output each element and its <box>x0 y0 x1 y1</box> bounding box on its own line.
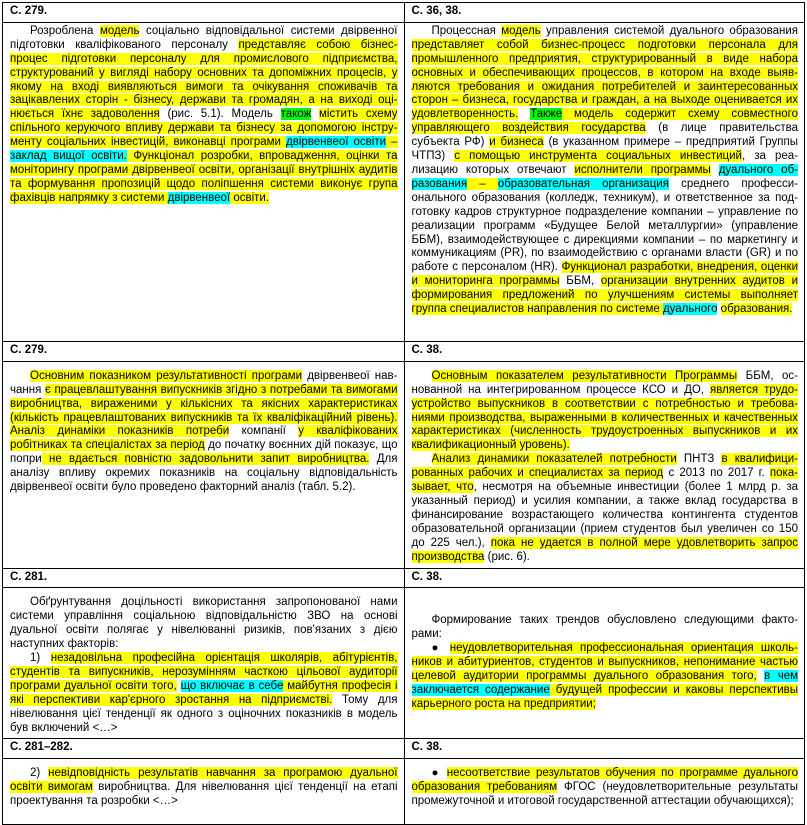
paragraph <box>412 767 799 809</box>
yellow-highlight: организации внутренних аудитов и формирования предложений по улучшениям системы выполняет группа специалистов направления по системе <box>411 275 799 316</box>
paragraph <box>412 614 799 642</box>
paragraph <box>412 370 799 453</box>
yellow-highlight: Основным показателем результативности Программы <box>431 369 738 382</box>
text-cell-left <box>3 759 405 825</box>
text-cell-left <box>3 361 405 568</box>
yellow-highlight: містить схему спільного керуючого впливу держави та бізнесу за допомогою інструменту соціальних інвестицій, виконавці програми <box>10 108 398 149</box>
ref-row-2 <box>3 341 805 361</box>
paragraph <box>10 652 398 735</box>
text-run: , за реализацию которых отвечают <box>411 150 798 176</box>
yellow-highlight: будущей профессии и каковы перспективы карьерного роста на предприятии; <box>411 683 799 710</box>
text-run: Формирование таких трендов обусловлено следующими факторами: <box>411 614 798 641</box>
text-run: ФГОС (неудовлетворительные результаты промежуточной и итоговой государственной аттестации обучающихся); <box>411 781 799 808</box>
yellow-highlight: Основним показником результативності програми <box>30 369 303 382</box>
text-run: с 2013 по 2017 г. <box>663 467 770 480</box>
yellow-highlight: майбутня професія і які перспективи кар'єрного зростання на підприємстві. <box>10 679 398 706</box>
paragraph <box>412 642 799 712</box>
paragraph <box>10 767 398 809</box>
page-ref-left: С. 281. <box>3 568 405 588</box>
yellow-highlight: невідповідність результатів навчання за програмою дуальної освіти вимогам <box>10 767 398 794</box>
text-cell-left <box>3 22 405 341</box>
text-row-2 <box>3 361 805 568</box>
page-ref-left: С. 279. <box>3 341 405 361</box>
yellow-highlight: модель <box>99 24 140 37</box>
yellow-highlight: Функціонал розробки, впровадження, оцінки та моніторингу програми двірвенвеої освіти, організації внутрішніх аудитів та формування пропозицій щодо поліпшення системи виконує група фахівців напрямку з системи <box>10 150 398 204</box>
yellow-highlight: образования. <box>720 303 793 316</box>
yellow-highlight: модель содержит схему совместного управляющего воздействия государства <box>411 108 799 135</box>
text-run <box>311 108 319 120</box>
yellow-highlight: незадовільна професійна орієнтація школярів, абітурієнтів, студентів та випускників, нерозумінням часткою цільової аудиторії програми дуальної освіти того, <box>10 652 398 692</box>
yellow-highlight: представляє собою бізнес-процес підготовки персоналу для промислового підприємства, структурований у вигляді набору основних та допоміжних процесів, у якому на вході виявляються вимоги та очікування споживачів та зацікавлених сторін - бізнесу, держави та громадян, а на виході оцінюється їхнє задоволення <box>10 38 398 121</box>
text-run: Процессная <box>431 24 502 37</box>
yellow-highlight: – <box>386 136 398 149</box>
page-ref-left: С. 281–282. <box>3 739 405 759</box>
yellow-highlight: освіти. <box>230 191 270 204</box>
yellow-highlight: є працевлаштування випускників згідно з потребами та вимогами виробництва, вираженими у кількісних та якісних характеристиках (кількість працевлаштованих випускників та їх кваліфікаційний рівень). Аналіз динаміки показників потреби <box>10 383 398 438</box>
ref-row-4 <box>3 739 805 759</box>
text-run: компанії <box>229 425 299 438</box>
yellow-highlight: модель <box>501 24 541 37</box>
text-run: виробництва. Для нівелювання цієї тенденції на етапі проектування та розробки <…> <box>10 781 398 808</box>
yellow-highlight: у кваліфікованих робітниках та спеціалістах за період <box>10 425 398 452</box>
page-ref-right: С. 38. <box>404 739 805 759</box>
text-run: 2) <box>30 767 49 780</box>
text-cell-right <box>404 759 805 825</box>
ref-row-1 <box>3 3 805 23</box>
text-run: Для аналізу впливу окремих показників на соціальну відповідальність двірвенвеої освіти було проведено факторний аналіз (табл. 5.2). <box>10 453 398 494</box>
text-run: среднего профессионального образования (колледж, техникум), и ответственное за подготовку кадров структурное подразделение компании – управление по реализации программ «Будущее Белой металлургии» (управление ББМ), взаимодействующее с дирекциями компании – по маркетингу и коммуникациям (PR), по взаимодействию с органами власти (GR) и по работе с персоналом (HR). <box>411 177 798 274</box>
text-run: управления системой дуального образования <box>540 24 798 37</box>
text-row-1 <box>3 22 805 341</box>
yellow-highlight: представляет собой бизнес-процесс подготовки персонала для промышленного предприятия, структурированный в виде набора основных и обеспечивающих процессов, в котором на входе выявляются требования и ожидания потребителей и заинтересованных сторон – бизнеса, государства и граждан, а на выходе оценивается их удовлетворенность. <box>411 38 798 121</box>
yellow-highlight: Анализ динамики показателей потребности <box>431 453 677 466</box>
text-cell-right <box>404 22 805 341</box>
ref-row-3 <box>3 568 805 588</box>
green-highlight: також <box>280 108 312 121</box>
paragraph <box>10 596 398 652</box>
text-run: ● <box>431 642 450 655</box>
yellow-highlight: с помощью инструмента социальных инвестиций <box>454 150 742 163</box>
text-run: (рис. 6). <box>484 550 530 563</box>
yellow-highlight: является трудоустройство выпускников в соответствии с потребностью и требованиями производства, выраженными в количественных и качественных характеристиках (численность трудоустроенных выпускников и их квалификационный уровень). <box>411 383 798 452</box>
text-cell-right <box>404 361 805 568</box>
yellow-highlight: несоответствие результатов обучения по программе дуального образования требованиям <box>411 767 798 794</box>
green-highlight: Также <box>530 108 563 121</box>
page-ref-right: С. 38. <box>404 568 805 588</box>
cyan-highlight: дуального образования <box>411 163 798 190</box>
yellow-highlight: показывает, что <box>411 467 798 494</box>
text-run: до початку воєнних дій показує, що попри <box>10 439 398 466</box>
paragraph <box>10 370 398 495</box>
text-run: Розроблена <box>30 24 100 37</box>
page-ref-left: С. 279. <box>3 3 405 23</box>
comparison-table <box>2 2 805 825</box>
text-run: , несмотря на объемные инвестиции (более 1 млрд р. за указанный период) и усилия компании, а также вклад государства в финансирование возрастающего количества контингента студентов образовательной организации (прием студентов был увеличен со 150 до 225 чел.), <box>411 481 798 549</box>
yellow-highlight: Функционал разработки, внедрения, оценки и мониторинга программы <box>411 261 798 288</box>
text-run: (в указанном примере – предприятий Группы ЧТПЗ) <box>411 136 798 163</box>
yellow-highlight: пока не удается в полной мере удовлетворить запрос производства <box>411 536 798 563</box>
text-run: Тому для нівелювання цієї тенденції як одного з оціночних показників в модель був включений <…> <box>10 693 398 734</box>
cyan-highlight: двірвенвеої освіти <box>286 136 387 149</box>
cyan-highlight: що включає в себе <box>180 679 284 692</box>
yellow-highlight: не вдається повністю задовольнити запит виробництва. <box>41 453 370 466</box>
yellow-highlight: исполнители программы <box>574 163 711 176</box>
text-run: (в лице правительства субъекта РФ) <box>411 122 799 149</box>
paragraph <box>412 25 799 317</box>
text-run: (рис. 5.1). Модель <box>159 108 281 121</box>
text-cell-right <box>404 588 805 739</box>
text-run: 1) <box>30 652 51 665</box>
text-row-4 <box>3 759 805 825</box>
yellow-highlight: и бизнеса <box>489 136 544 149</box>
text-run: ББМ, <box>559 275 601 288</box>
cyan-highlight: в чем заключается содержание <box>411 670 798 696</box>
text-run: двірвенвеої навчання <box>10 369 398 396</box>
paragraph <box>412 453 799 564</box>
yellow-highlight: неудовлетворительная профессиональная ориентация школьников и абитуриентов, студентов и выпускников, непонимание частью целевой аудитории программы дуального образования того, <box>411 642 798 683</box>
text-run: ПНТЗ <box>676 453 722 466</box>
page-ref-right: С. 36, 38. <box>404 3 805 23</box>
text-run: ● <box>431 767 447 780</box>
cyan-highlight: двірвенвеої <box>167 191 231 204</box>
cyan-highlight: дуального <box>662 303 718 316</box>
text-run <box>518 108 530 120</box>
cyan-highlight: заклад вищої освіти. <box>10 150 127 163</box>
yellow-highlight: – <box>467 177 498 190</box>
text-run: соціально відповідальної системи двірвенної підготовки кваліфікованого персоналу <box>10 24 398 51</box>
text-row-3 <box>3 588 805 739</box>
page-ref-right: С. 38. <box>404 341 805 361</box>
text-run: ББМ, основанной на интегрированном процессе КСО и ДО, <box>411 369 799 396</box>
yellow-highlight: в квалифицированных рабочих и специалистах за период <box>411 453 798 480</box>
text-run <box>711 164 719 176</box>
paragraph <box>10 25 398 206</box>
text-cell-left <box>3 588 405 739</box>
text-run: Обґрунтування доцільності використання запропонованої нами системи управління соціальною відповідальністю ЗВО на основі дуальної освіти полягає у нівелюванні ризиків, пов'язаних з дією наступних факторів: <box>10 596 398 651</box>
cyan-highlight: образовательная организация <box>497 177 669 190</box>
